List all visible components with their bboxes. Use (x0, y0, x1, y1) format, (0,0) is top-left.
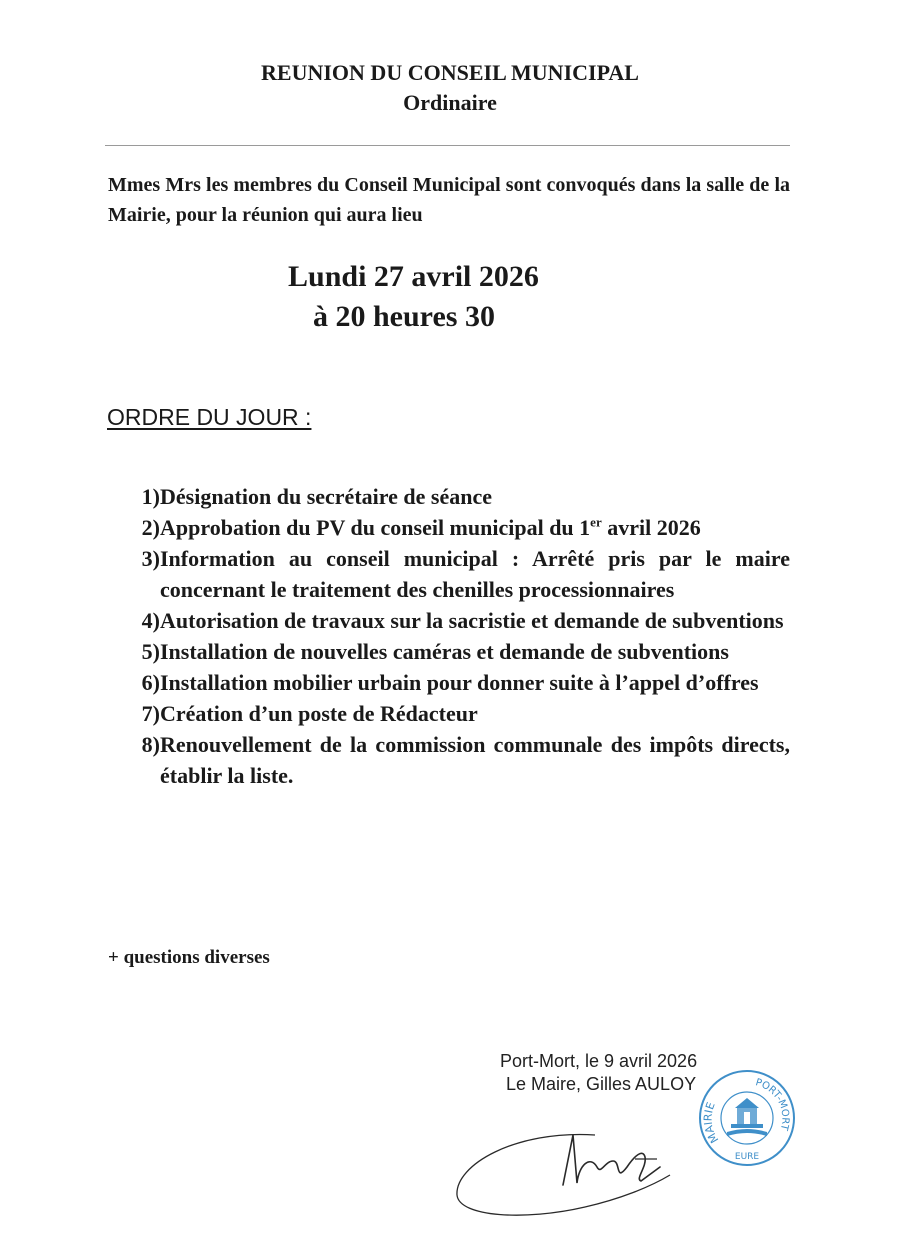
agenda-item-number: 2) (141, 515, 160, 540)
agenda-item (134, 543, 790, 605)
agenda-item (134, 481, 790, 512)
meeting-datetime (288, 257, 539, 337)
agenda-item-number: 6) (141, 670, 160, 695)
agenda-item-text: Désignation du secrétaire de séance (160, 484, 492, 509)
agenda-item-text: Installation de nouvelles caméras et demande de subventions (160, 639, 729, 664)
agenda-heading: ORDRE DU JOUR : (107, 404, 312, 430)
agenda-item-text: Autorisation de travaux sur la sacristie et demande de subventions (160, 608, 784, 633)
document-header (0, 58, 900, 118)
document-title: REUNION DU CONSEIL MUNICIPAL (261, 60, 639, 85)
agenda-item-text (160, 512, 790, 543)
agenda-item-number: 7) (141, 701, 160, 726)
agenda-item (134, 605, 790, 636)
agenda-item-text: Renouvellement de la commission communale des impôts directs, établir la liste. (160, 732, 790, 788)
ordinal-superscript: er (590, 514, 602, 530)
agenda-item-number: 3) (141, 546, 160, 571)
agenda-item (134, 729, 790, 791)
stamp-text-left: MAIRIE (701, 1100, 722, 1146)
agenda-item (134, 667, 790, 698)
handwritten-signature (445, 1095, 685, 1225)
additional-questions: + questions diverses (108, 947, 270, 968)
stamp-text-bottom: EURE (734, 1152, 760, 1162)
town-hall-stamp (697, 1068, 797, 1168)
meeting-time: à 20 heures 30 (313, 300, 495, 333)
agenda-item-number: 1) (141, 484, 160, 509)
intro-paragraph: Mmes Mrs les membres du Conseil Municipal sont convoqués dans la salle de la Mairie, pour la réunion qui aura lieu (108, 174, 790, 226)
stamp-emblem-icon (727, 1098, 767, 1136)
agenda-item-number: 5) (141, 639, 160, 664)
agenda-item (134, 512, 790, 543)
agenda-list (134, 481, 790, 791)
document-subtitle: Ordinaire (403, 90, 497, 115)
agenda-item (134, 698, 790, 729)
place-and-date: Port-Mort, le 9 avril 2026 (500, 1051, 698, 1071)
agenda-item-text-part: avril 2026 (601, 515, 701, 540)
agenda-item-text: Information au conseil municipal : Arrêté pris par le maire concernant le traitement des chenilles processionnaires (160, 546, 790, 602)
agenda-item-text: Création d’un poste de Rédacteur (160, 701, 478, 726)
signer-name: Le Maire, Gilles AULOY (506, 1074, 697, 1094)
meeting-date: Lundi 27 avril 2026 (288, 260, 539, 293)
agenda-item-number: 8) (141, 732, 160, 757)
agenda-item (134, 636, 790, 667)
agenda-item-text-part: Approbation du PV du conseil municipal du 1 (160, 515, 591, 540)
header-divider (105, 145, 790, 146)
agenda-item-text: Installation mobilier urbain pour donner suite à l’appel d’offres (160, 670, 759, 695)
agenda-item-number: 4) (141, 608, 160, 633)
stamp-text-right: PORT-MORT (754, 1077, 791, 1132)
